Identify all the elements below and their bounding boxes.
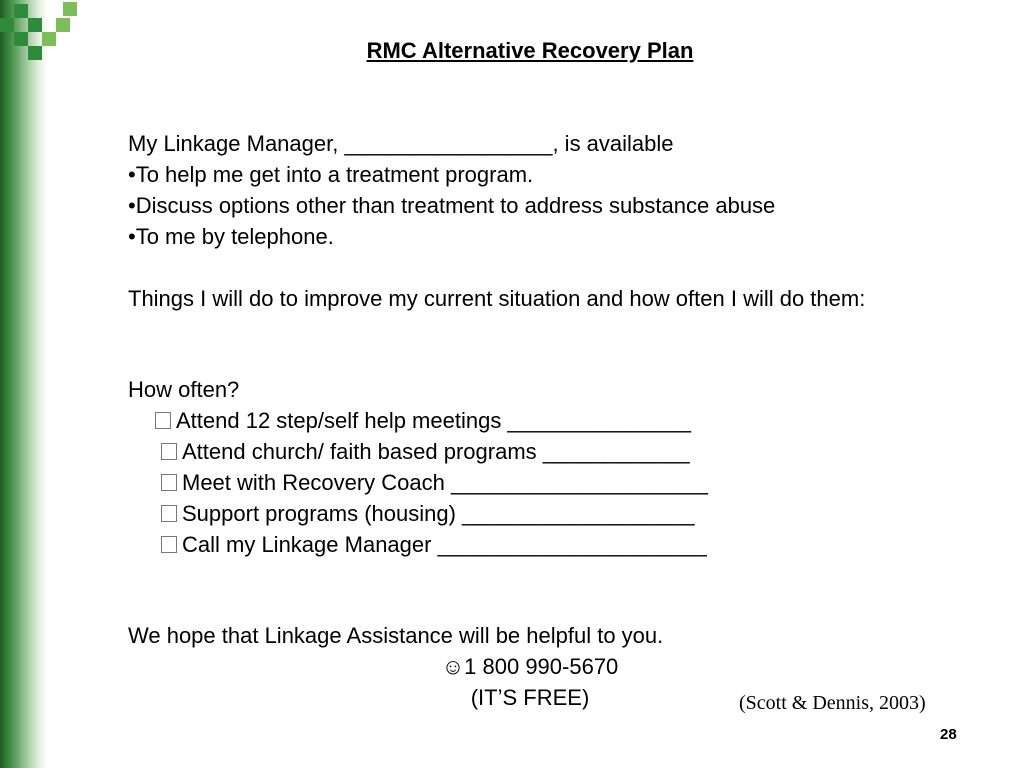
linkage-manager-line: My Linkage Manager, _________________, is available <box>128 131 674 156</box>
bullet-options: •Discuss options other than treatment to address substance abuse <box>128 193 776 218</box>
page-number: 28 <box>940 726 957 743</box>
checklist-item <box>128 467 928 498</box>
checklist-item <box>128 436 928 467</box>
checkbox-icon <box>155 412 171 429</box>
green-gradient-sidebar <box>0 0 48 768</box>
checkbox-icon <box>161 505 177 522</box>
checklist-item <box>128 405 928 436</box>
checklist-item-label: Meet with Recovery Coach _____________________ <box>182 470 708 495</box>
linkage-manager-block <box>128 128 928 252</box>
checklist-item-label: Attend 12 step/self help meetings _______________ <box>176 408 691 433</box>
checklist-item <box>128 498 928 529</box>
checklist-item-label: Support programs (housing) ___________________ <box>182 501 695 526</box>
free-note: (IT’S FREE) <box>470 685 590 710</box>
checkbox-icon <box>161 536 177 553</box>
how-often-heading: How often? <box>128 377 240 402</box>
checkbox-icon <box>161 474 177 491</box>
checklist-item <box>128 529 928 560</box>
checklist-item-label: Call my Linkage Manager ______________________ <box>182 532 707 557</box>
bullet-treatment: •To help me get into a treatment program. <box>128 162 534 187</box>
how-often-block <box>128 374 928 560</box>
phone-number: ☺1 800 990-5670 <box>441 654 619 679</box>
checklist-item-label: Attend church/ faith based programs ____________ <box>182 439 690 464</box>
bullet-telephone: •To me by telephone. <box>128 224 334 249</box>
citation: (Scott & Dennis, 2003) <box>739 692 926 714</box>
checkbox-icon <box>161 443 177 460</box>
improvement-statement: Things I will do to improve my current situation and how often I will do them: <box>128 286 866 311</box>
closing-message: We hope that Linkage Assistance will be helpful to you. <box>128 623 664 648</box>
slide-title: RMC Alternative Recovery Plan <box>366 38 694 63</box>
